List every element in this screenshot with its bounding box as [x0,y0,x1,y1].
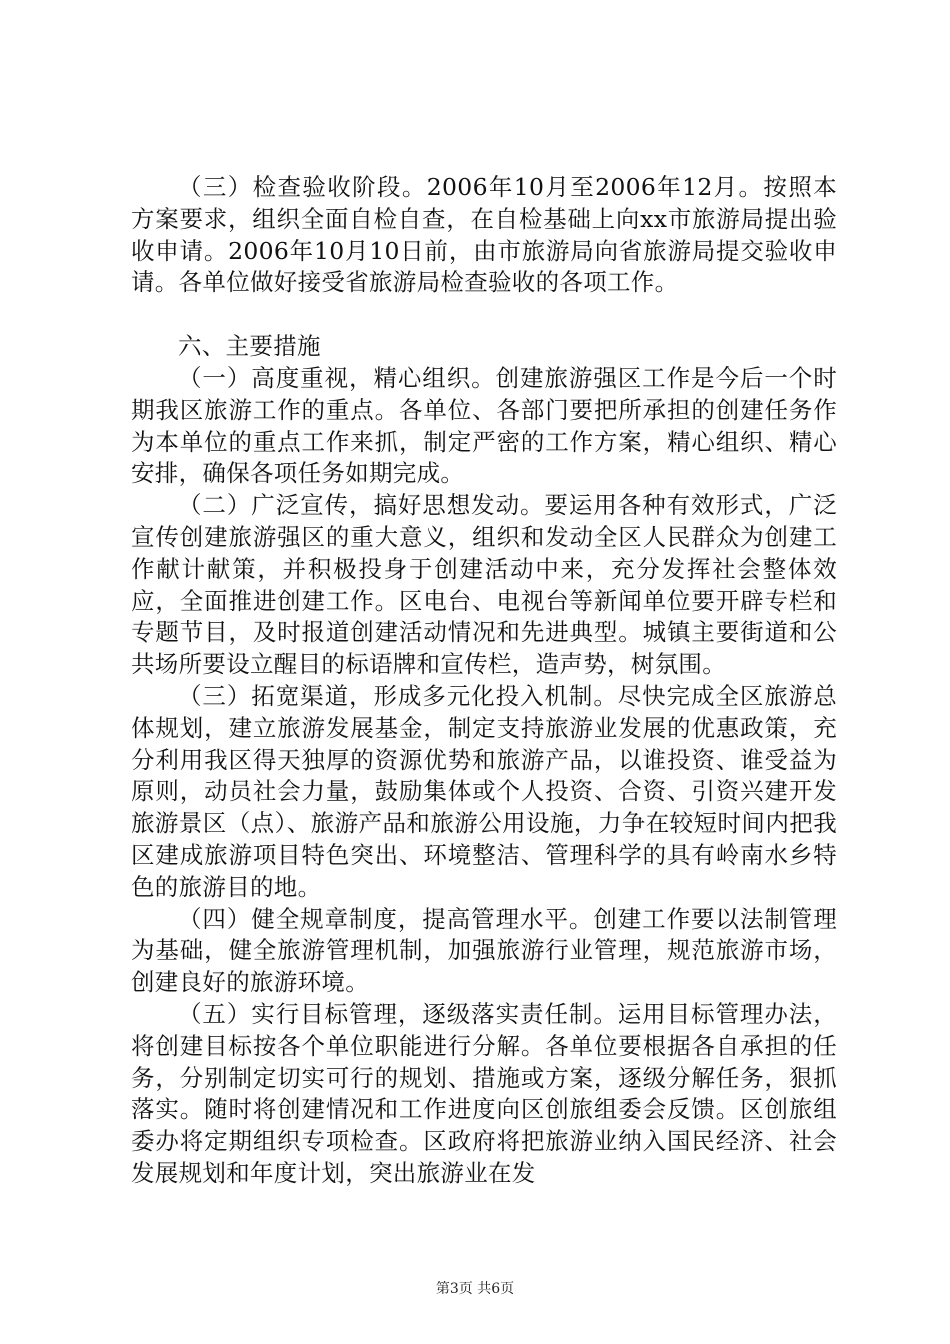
paragraph-measure-1: （一）高度重视，精心组织。创建旅游强区工作是今后一个时期我区旅游工作的重点。各单位、各部门要把所承担的创建任务作为本单位的重点工作来抓，制定严密的工作方案，精心组织、精心安排，确保各项任务如期完成。 [131,363,837,488]
document-body [131,172,837,1190]
paragraph-measure-4: （四）健全规章制度，提高管理水平。创建工作要以法制管理为基础，健全旅游管理机制，加强旅游行业管理，规范旅游市场，创建良好的旅游环境。 [131,904,837,997]
paragraph-inspection-stage: （三）检查验收阶段。2006年10月至2006年12月。按照本方案要求，组织全面自检自查，在自检基础上向xx市旅游局提出验收申请。2006年10月10日前，由市旅游局向省旅游局提交验收申请。各单位做好接受省旅游局检查验收的各项工作。 [131,173,837,297]
section-heading-main-measures: 六、主要措施 [178,332,321,361]
paragraph-measure-2: （二）广泛宣传，搞好思想发动。要运用各种有效形式，广泛宣传创建旅游强区的重大意义，组织和发动全区人民群众为创建工作献计献策，并积极投身于创建活动中来，充分发挥社会整体效应，全面推进创建工作。区电台、电视台等新闻单位要开辟专栏和专题节目，及时报道创建活动情况和先进典型。城镇主要街道和公共场所要设立醒目的标语牌和宣传栏，造声势，树氛围。 [131,491,837,679]
paragraph-measure-5: （五）实行目标管理，逐级落实责任制。运用目标管理办法，将创建目标按各个单位职能进行分解。各单位要根据各自承担的任务，分别制定切实可行的规划、措施或方案，逐级分解任务，狠抓落实。随时将创建情况和工作进度向区创旅组委会反馈。区创旅组委办将定期组织专项检查。区政府将把旅游业纳入国民经济、社会发展规划和年度计划，突出旅游业在发 [131,999,837,1187]
paragraph-measure-3: （三）拓宽渠道，形成多元化投入机制。尽快完成全区旅游总体规划，建立旅游发展基金，制定支持旅游业发展的优惠政策，充分利用我区得天独厚的资源优势和旅游产品，以谁投资、谁受益为原则，动员社会力量，鼓励集体或个人投资、合资、引资兴建开发旅游景区（点）、旅游产品和旅游公用设施，力争在较短时间内把我区建成旅游项目特色突出、环境整洁、管理科学的具有岭南水乡特色的旅游目的地。 [131,681,837,901]
page-footer: 第3页 共6页 [435,1281,515,1297]
